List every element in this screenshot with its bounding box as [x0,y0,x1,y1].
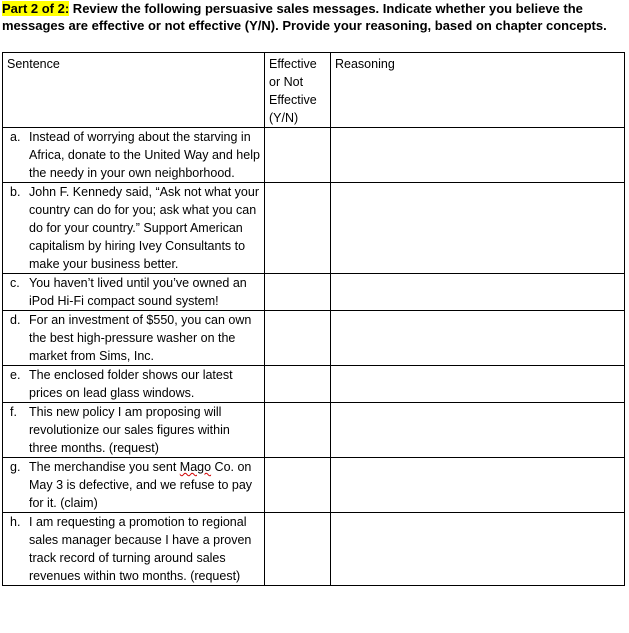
sentence-part: The merchandise you sent [29,460,180,474]
row-sentence: You haven’t lived until you’ve owned an iPod Hi-Fi compact sound system! [29,276,247,308]
reasoning-cell[interactable] [331,403,625,458]
row-sentence: John F. Kennedy said, “Ask not what your country can do for you; ask what you can do for your country.” Support American capitalism by hiring Ivey Consultants to make your business better. [29,185,259,271]
effective-cell[interactable] [265,366,331,403]
reasoning-cell[interactable] [331,274,625,311]
header-reasoning: Reasoning [331,53,625,128]
table-row [3,403,625,458]
effective-cell[interactable] [265,403,331,458]
header-effective: Effective or Not Effective (Y/N) [265,53,331,128]
sales-messages-table [2,52,625,586]
effective-cell[interactable] [265,183,331,274]
reasoning-cell[interactable] [331,366,625,403]
part-label: Part 2 of 2: [2,1,70,16]
table-row [3,183,625,274]
spellcheck-word: Mago [179,460,212,474]
row-letter: a. [10,130,21,144]
row-letter: g. [10,460,21,474]
effective-cell[interactable] [265,128,331,183]
table-row [3,513,625,586]
row-sentence: I am requesting a promotion to regional sales manager because I have a proven track record of turning around sales revenues within two months. (request) [29,515,252,583]
effective-cell[interactable] [265,311,331,366]
row-sentence [29,458,261,512]
row-sentence: For an investment of $550, you can own the best high-pressure washer on the market from Sims, Inc. [29,313,252,363]
table-row [3,311,625,366]
reasoning-cell[interactable] [331,458,625,513]
row-letter: d. [10,313,21,327]
row-letter: c. [10,276,20,290]
row-letter: h. [10,515,21,529]
row-letter: e. [10,368,21,382]
instructions-text: Review the following persuasive sales messages. Indicate whether you believe the messages are effective or not effective (Y/N). Provide your reasoning, based on chapter concepts. [2,1,607,33]
table-header-row [3,53,625,128]
table-row [3,458,625,513]
effective-cell[interactable] [265,513,331,586]
reasoning-cell[interactable] [331,513,625,586]
table-row [3,274,625,311]
instructions-heading [2,0,626,34]
reasoning-cell[interactable] [331,183,625,274]
row-letter: b. [10,185,21,199]
table-row [3,366,625,403]
effective-cell[interactable] [265,458,331,513]
header-sentence: Sentence [3,53,265,128]
table-row [3,128,625,183]
reasoning-cell[interactable] [331,128,625,183]
sentence-part: Co. on May 3 is defective, and we refuse to pay for it. (claim) [29,460,253,510]
row-sentence: Instead of worrying about the starving in Africa, donate to the United Way and help the needy in your own neighborhood. [29,130,260,180]
row-sentence: This new policy I am proposing will revolutionize our sales figures within three months. (request) [29,405,230,455]
row-letter: f. [10,405,17,419]
reasoning-cell[interactable] [331,311,625,366]
effective-cell[interactable] [265,274,331,311]
row-sentence: The enclosed folder shows our latest prices on lead glass windows. [29,368,233,400]
